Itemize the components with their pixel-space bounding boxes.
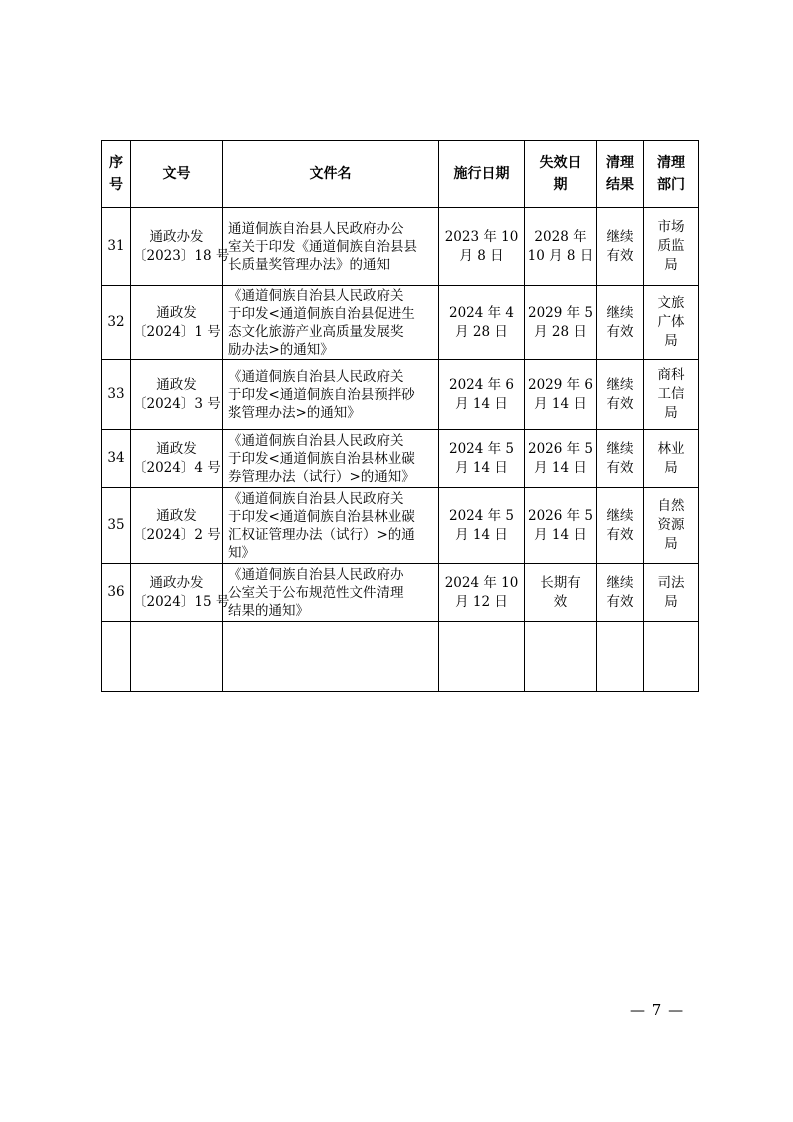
cell-doc-name-line: 于印发<通道侗族自治县促进生 — [228, 305, 415, 322]
cell-expiry-date-line: 长期有 — [540, 574, 581, 591]
cell-effective-date-line: 2024 年 10 — [444, 574, 519, 591]
cell-department-line: 司法 — [657, 574, 685, 591]
cell-department-line: 商科 — [657, 367, 685, 383]
cell-effective-date-line: 月 14 日 — [455, 459, 508, 476]
cell-expiry-date — [525, 208, 597, 286]
cell-doc-name-line: 结果的通知》 — [228, 602, 309, 619]
cell-doc-no-line: 通政办发 — [149, 574, 204, 591]
cell-expiry-date-line: 效 — [553, 593, 568, 610]
cell-effective-date-line: 2023 年 10 — [444, 228, 519, 245]
cell-department-line: 局 — [664, 593, 678, 610]
empty-cell — [223, 622, 439, 692]
cell-effective-date-line: 月 12 日 — [455, 593, 508, 610]
cell-doc-name-line: 于印发<通道侗族自治县预拌砂 — [228, 386, 415, 403]
cell-doc-name-line: 《通道侗族自治县人民政府关 — [228, 490, 404, 507]
cell-seq: 33 — [102, 360, 131, 430]
cell-department-line: 资源 — [657, 517, 685, 533]
cell-effective-date-line: 2024 年 5 — [448, 440, 515, 457]
cell-expiry-date-line: 月 14 日 — [534, 526, 587, 543]
cell-doc-name-line: 汇权证管理办法（试行）>的通 — [228, 526, 415, 543]
cell-department — [644, 360, 699, 430]
cell-result-line: 继续 — [606, 574, 634, 591]
empty-cell — [525, 622, 597, 692]
cell-department — [644, 488, 699, 564]
header-expiry-date: 失效日 期 — [525, 141, 597, 208]
cell-doc-name-line: 《通道侗族自治县人民政府办 — [228, 566, 404, 583]
cell-effective-date-line: 月 14 日 — [455, 526, 508, 543]
cell-department-line: 工信 — [657, 386, 685, 402]
header-department: 清理 部门 — [644, 141, 699, 208]
cell-doc-no — [131, 360, 223, 430]
cell-doc-name-line: 态文化旅游产业高质量发展奖 — [228, 323, 404, 340]
header-row — [102, 141, 699, 208]
cell-result — [597, 360, 644, 430]
cell-result-line: 有效 — [606, 593, 634, 610]
cell-seq: 32 — [102, 286, 131, 360]
cell-doc-no — [131, 564, 230, 622]
cell-doc-no-line: 通政发 — [156, 507, 197, 524]
cell-doc-name — [223, 430, 439, 488]
cell-seq: 34 — [102, 430, 131, 488]
cell-expiry-date-line: 10 月 8 日 — [527, 247, 594, 264]
cell-doc-name — [223, 564, 439, 622]
cell-doc-name-line: 长质量奖管理办法》的通知 — [228, 256, 390, 273]
cell-doc-no-line: 〔2024〕1 号 — [133, 323, 221, 340]
cell-doc-name-line: 室关于印发《通道侗族自治县县 — [228, 238, 417, 255]
cell-department-line: 局 — [664, 333, 678, 349]
cell-seq: 36 — [102, 564, 131, 622]
cell-result — [597, 564, 644, 622]
cell-department-line: 自然 — [657, 498, 685, 514]
cell-effective-date — [439, 208, 525, 286]
cell-doc-no-line: 〔2024〕15 号 — [133, 593, 230, 610]
cell-result — [597, 208, 644, 286]
cell-expiry-date-line: 2029 年 5 — [527, 304, 594, 321]
cell-effective-date — [439, 286, 525, 360]
empty-cell — [597, 622, 644, 692]
empty-cell — [131, 622, 223, 692]
cell-expiry-date — [525, 430, 597, 488]
cell-doc-no-line: 〔2023〕18 号 — [133, 247, 230, 264]
cell-seq: 35 — [102, 488, 131, 564]
header-doc-name: 文件名 — [223, 141, 439, 208]
cell-result-line: 有效 — [606, 323, 634, 340]
cell-expiry-date-line: 2028 年 — [534, 228, 587, 245]
cell-doc-name — [223, 208, 439, 286]
header-effective-date: 施行日期 — [439, 141, 525, 208]
table-row — [102, 208, 699, 286]
cell-doc-no — [131, 286, 223, 360]
cell-expiry-date — [525, 286, 597, 360]
cell-doc-no-line: 〔2024〕3 号 — [133, 395, 221, 412]
cell-doc-name-line: 券管理办法（试行）>的通知》 — [228, 468, 415, 485]
cell-department-line: 局 — [664, 459, 678, 476]
cell-doc-name — [223, 360, 439, 430]
cell-department — [644, 564, 699, 622]
cell-result-line: 有效 — [606, 395, 634, 412]
table-row — [102, 360, 699, 430]
table-row — [102, 430, 699, 488]
cell-result-line: 有效 — [606, 247, 634, 264]
cell-doc-no-line: 通政发 — [156, 304, 197, 321]
cell-doc-no-line: 〔2024〕4 号 — [133, 459, 221, 476]
cell-expiry-date-line: 月 28 日 — [534, 323, 587, 340]
cell-result-line: 有效 — [606, 459, 634, 476]
cell-effective-date-line: 月 8 日 — [459, 247, 504, 264]
cell-department-line: 局 — [664, 405, 678, 421]
cell-effective-date-line: 2024 年 6 — [448, 376, 515, 393]
cell-expiry-date-line: 月 14 日 — [534, 395, 587, 412]
cell-result — [597, 430, 644, 488]
cell-department-line: 局 — [664, 536, 678, 552]
cell-department-line: 质监 — [657, 238, 685, 254]
cell-effective-date-line: 2024 年 4 — [448, 304, 515, 321]
cell-doc-no-line: 通政发 — [156, 376, 197, 393]
cell-doc-no-line: 通政发 — [156, 440, 197, 457]
cell-doc-no-line: 〔2024〕2 号 — [133, 526, 221, 543]
cell-expiry-date — [525, 488, 597, 564]
cell-department-line: 广体 — [657, 314, 685, 330]
cell-result-line: 继续 — [606, 304, 634, 321]
cell-effective-date — [439, 430, 525, 488]
cell-department — [644, 208, 699, 286]
cell-effective-date-line: 月 14 日 — [455, 395, 508, 412]
cell-doc-name-line: 知》 — [228, 544, 255, 561]
cell-doc-name-line: 《通道侗族自治县人民政府关 — [228, 287, 404, 304]
cell-result — [597, 286, 644, 360]
cell-department — [644, 430, 699, 488]
cell-result-line: 继续 — [606, 376, 634, 393]
cell-doc-name — [223, 488, 439, 564]
page-number: — 7 — — [630, 1001, 685, 1019]
cell-seq: 31 — [102, 208, 131, 286]
empty-cell — [644, 622, 699, 692]
cell-expiry-date — [525, 360, 597, 430]
table-row — [102, 286, 699, 360]
cell-effective-date-line: 2024 年 5 — [448, 507, 515, 524]
table-row — [102, 488, 699, 564]
cell-doc-name-line: 公室关于公布规范性文件清理 — [228, 584, 404, 601]
header-result: 清理 结果 — [597, 141, 644, 208]
empty-cell — [102, 622, 131, 692]
cell-expiry-date-line: 2026 年 5 — [527, 440, 594, 457]
cell-doc-no-line: 通政办发 — [149, 228, 204, 245]
empty-row — [102, 622, 699, 692]
cell-doc-name-line: 于印发<通道侗族自治县林业碳 — [228, 508, 415, 525]
header-seq: 序 号 — [102, 141, 131, 208]
cell-expiry-date-line: 2029 年 6 — [527, 376, 594, 393]
cell-effective-date — [439, 488, 525, 564]
cell-department-line: 市场 — [657, 219, 685, 235]
cell-effective-date — [439, 360, 525, 430]
cell-result-line: 继续 — [606, 440, 634, 457]
empty-cell — [439, 622, 525, 692]
cell-effective-date — [439, 564, 525, 622]
cell-department-line: 文旅 — [657, 295, 685, 311]
cell-result-line: 有效 — [606, 526, 634, 543]
cell-department — [644, 286, 699, 360]
cell-result-line: 继续 — [606, 507, 634, 524]
cell-department-line: 林业 — [657, 440, 685, 457]
cell-doc-name-line: 《通道侗族自治县人民政府关 — [228, 432, 404, 449]
cell-doc-no — [131, 430, 223, 488]
cell-doc-name — [223, 286, 439, 360]
cell-result — [597, 488, 644, 564]
cell-doc-name-line: 《通道侗族自治县人民政府关 — [228, 368, 404, 385]
cell-doc-name-line: 于印发<通道侗族自治县林业碳 — [228, 450, 415, 467]
cell-expiry-date-line: 2026 年 5 — [527, 507, 594, 524]
cell-doc-name-line: 励办法>的通知》 — [228, 341, 334, 358]
cell-effective-date-line: 月 28 日 — [455, 323, 508, 340]
cell-department-line: 局 — [664, 257, 678, 273]
cell-doc-name-line: 通道侗族自治县人民政府办公 — [228, 220, 404, 237]
cell-doc-name-line: 浆管理办法>的通知》 — [228, 404, 361, 421]
header-doc-no: 文号 — [131, 141, 223, 208]
cell-doc-no — [131, 208, 230, 286]
cell-expiry-date — [525, 564, 597, 622]
cell-result-line: 继续 — [606, 228, 634, 245]
table-row — [102, 564, 699, 622]
cell-expiry-date-line: 月 14 日 — [534, 459, 587, 476]
document-table — [101, 140, 699, 692]
cell-doc-no — [131, 488, 223, 564]
